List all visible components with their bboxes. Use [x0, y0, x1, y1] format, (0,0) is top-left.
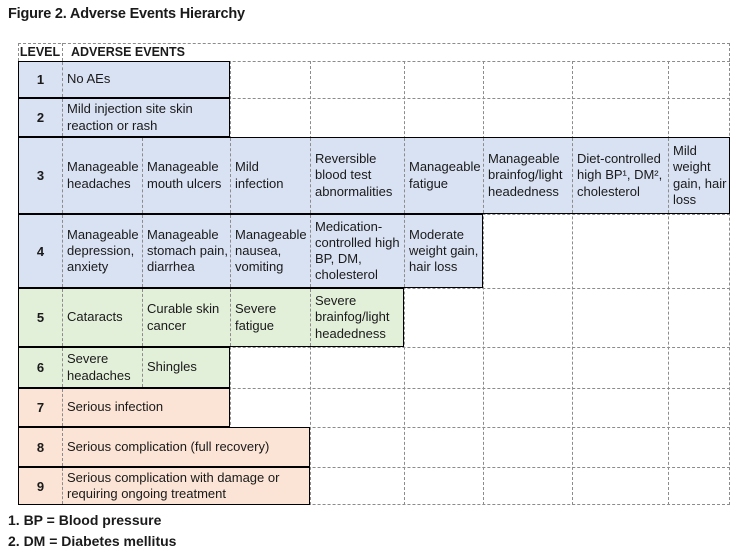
event-text: Cataracts — [67, 309, 123, 325]
level-cell: 6 — [36, 360, 45, 375]
event-text: Shingles — [147, 359, 197, 375]
level-column-header: LEVEL — [19, 45, 61, 59]
event-text: No AEs — [67, 71, 111, 87]
event-cell — [404, 215, 483, 287]
event-text: Manageable depression, anxiety — [67, 226, 139, 275]
level-cell: 7 — [36, 400, 45, 415]
event-cell — [483, 138, 572, 213]
event-text: Manageable headaches — [67, 159, 139, 191]
event-cell — [142, 215, 230, 287]
table-row — [18, 347, 230, 388]
adverse-events-column-header: ADVERSE EVENTS — [71, 45, 185, 59]
event-text: Moderate weight gain, hair loss — [409, 226, 479, 275]
table-row — [18, 288, 404, 347]
event-text: Medication-controlled high BP, DM, cholesterol — [315, 218, 400, 283]
event-text: Severe headaches — [67, 351, 131, 383]
event-cell — [310, 138, 404, 213]
table-row — [18, 137, 730, 214]
footnote-dm: 2. DM = Diabetes mellitus — [8, 533, 177, 549]
event-text: Mild injection site skin reaction or rash — [67, 101, 193, 133]
table-row — [18, 427, 310, 467]
event-cell — [310, 215, 404, 287]
event-cell — [62, 428, 310, 466]
footnote-bp: 1. BP = Blood pressure — [8, 512, 162, 528]
table-row — [18, 388, 230, 427]
event-text: Manageable stomach pain, diarrhea — [147, 226, 228, 275]
table-row — [18, 467, 310, 505]
event-cell — [62, 289, 142, 346]
table-row — [18, 214, 483, 288]
level-cell: 4 — [36, 243, 45, 259]
event-cell — [310, 289, 404, 346]
event-cell — [62, 62, 230, 97]
event-text: Manageable mouth ulcers — [147, 159, 222, 191]
event-text: Serious complication (full recovery) — [67, 438, 270, 454]
table-row — [18, 61, 230, 98]
event-cell — [142, 348, 230, 387]
event-text: Curable skin cancer — [147, 301, 220, 333]
event-cell — [62, 348, 142, 387]
event-cell — [404, 138, 483, 213]
grid-line — [729, 43, 730, 505]
event-text: Mild weight gain, hair loss — [673, 143, 727, 207]
event-text: Severe brainfog/light headedness — [315, 293, 390, 341]
event-cell — [62, 138, 142, 213]
event-text: Reversible blood test abnormalities — [315, 151, 393, 199]
event-cell — [62, 389, 230, 426]
grid-line — [668, 61, 669, 505]
table-row — [18, 98, 230, 137]
event-text: Severe fatigue — [235, 301, 277, 333]
event-text: Manageable nausea, vomiting — [235, 226, 307, 275]
event-text: Serious infection — [67, 399, 164, 415]
event-text: Mild infection — [235, 159, 284, 191]
event-cell — [668, 138, 730, 213]
figure-title: Figure 2. Adverse Events Hierarchy — [8, 6, 245, 22]
level-cell: 5 — [36, 310, 45, 325]
level-cell: 3 — [36, 168, 45, 183]
event-cell — [142, 289, 230, 346]
table-header-row — [18, 43, 730, 61]
level-cell: 1 — [36, 72, 45, 87]
level-cell: 9 — [36, 478, 45, 494]
grid-line — [483, 61, 484, 505]
event-cell — [230, 138, 310, 213]
event-cell — [230, 215, 310, 287]
event-cell — [230, 289, 310, 346]
event-cell — [62, 99, 230, 136]
event-text: Serious complication with damage or requiring ongoing treatment — [67, 469, 280, 501]
event-cell — [142, 138, 230, 213]
event-cell — [62, 468, 310, 504]
event-cell — [62, 215, 142, 287]
event-text: Diet-controlled high BP¹, DM², cholesterol — [577, 151, 663, 199]
level-cell: 2 — [36, 110, 45, 125]
event-text: Manageable fatigue — [409, 159, 481, 191]
event-cell — [572, 138, 668, 213]
event-text: Manageable brainfog/light headedness — [488, 151, 563, 199]
adverse-events-table — [18, 43, 730, 505]
level-cell: 8 — [36, 439, 45, 455]
grid-line — [572, 61, 573, 505]
